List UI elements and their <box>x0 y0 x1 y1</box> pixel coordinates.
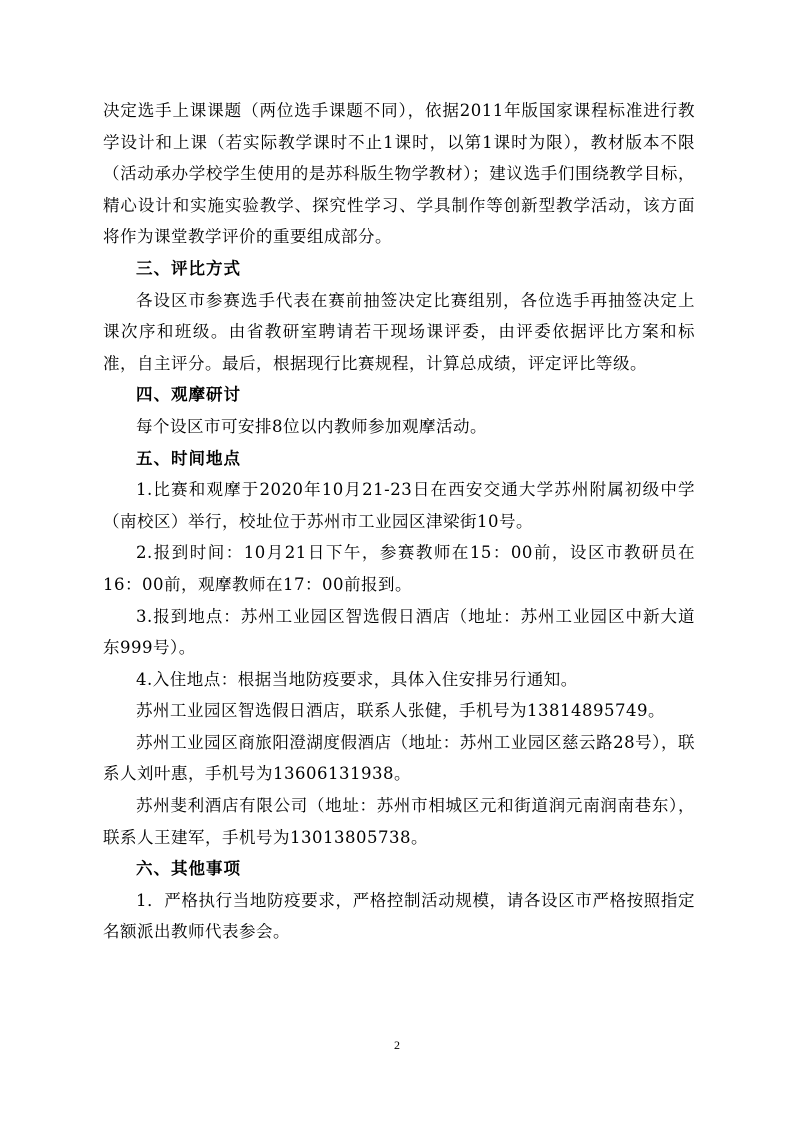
document-body <box>103 95 695 948</box>
paragraph-evaluation-method: 各设区市参赛选手代表在赛前抽签决定比赛组别，各位选手再抽签决定上课次序和班级。由省教研室聘请若干现场课评委，由评委依据评比方案和标准，自主评分。最后，根据现行比赛规程，计算总成绩，评定评比等级。 <box>103 290 695 373</box>
paragraph-registration-time: 2.报到时间：10月21日下午，参赛教师在15：00前，设区市教研员在16：00前，观摩教师在17：00前报到。 <box>103 543 695 594</box>
paragraph-hotel-2: 苏州工业园区商旅阳澄湖度假酒店（地址：苏州工业园区慈云路28号），联系人刘叶惠，手机号为13606131938。 <box>103 732 695 784</box>
paragraph-accommodation: 4.入住地点：根据当地防疫要求，具体入住安排另行通知。 <box>136 669 578 689</box>
paragraph-hotel-3: 苏州斐利酒店有限公司（地址：苏州市相城区元和街道润元南润南巷东），联系人王建军，手机号为13013805738。 <box>103 796 695 847</box>
paragraph-hotel-1: 苏州工业园区智选假日酒店，联系人张健，手机号为13814895749。 <box>136 701 665 721</box>
section-heading-evaluation-method: 三、评比方式 <box>136 258 241 278</box>
paragraph-competition-venue: 1.比赛和观摩于2020年10月21-23日在西安交通大学苏州附属初级中学（南校区）举行，校址位于苏州市工业园区津梁街10号。 <box>103 480 695 531</box>
page-number: 2 <box>394 1038 400 1052</box>
paragraph-registration-place: 3.报到地点：苏州工业园区智选假日酒店（地址：苏州工业园区中新大道东999号）。 <box>103 606 695 658</box>
section-heading-time-location: 五、时间地点 <box>136 448 241 468</box>
paragraph-lesson-requirements: 决定选手上课课题（两位选手课题不同），依据2011年版国家课程标准进行教学设计和上课（若实际教学课时不止1课时，以第1课时为限），教材版本不限（活动承办学校学生使用的是苏科版生物学教材）；建议选手们围绕教学目标，精心设计和实施实验教学、探究性学习、学具制作等创新型教学活动，该方面将作为课堂教学评价的重要组成部分。 <box>103 101 695 247</box>
paragraph-observation: 每个设区市可安排8位以内教师参加观摩活动。 <box>136 416 487 436</box>
section-heading-observation: 四、观摩研讨 <box>136 385 241 405</box>
section-heading-other-matters: 六、其他事项 <box>136 859 241 879</box>
paragraph-other-matters-1: 1．严格执行当地防疫要求，严格控制活动规模，请各设区市严格按照指定名额派出教师代表参会。 <box>103 890 695 942</box>
